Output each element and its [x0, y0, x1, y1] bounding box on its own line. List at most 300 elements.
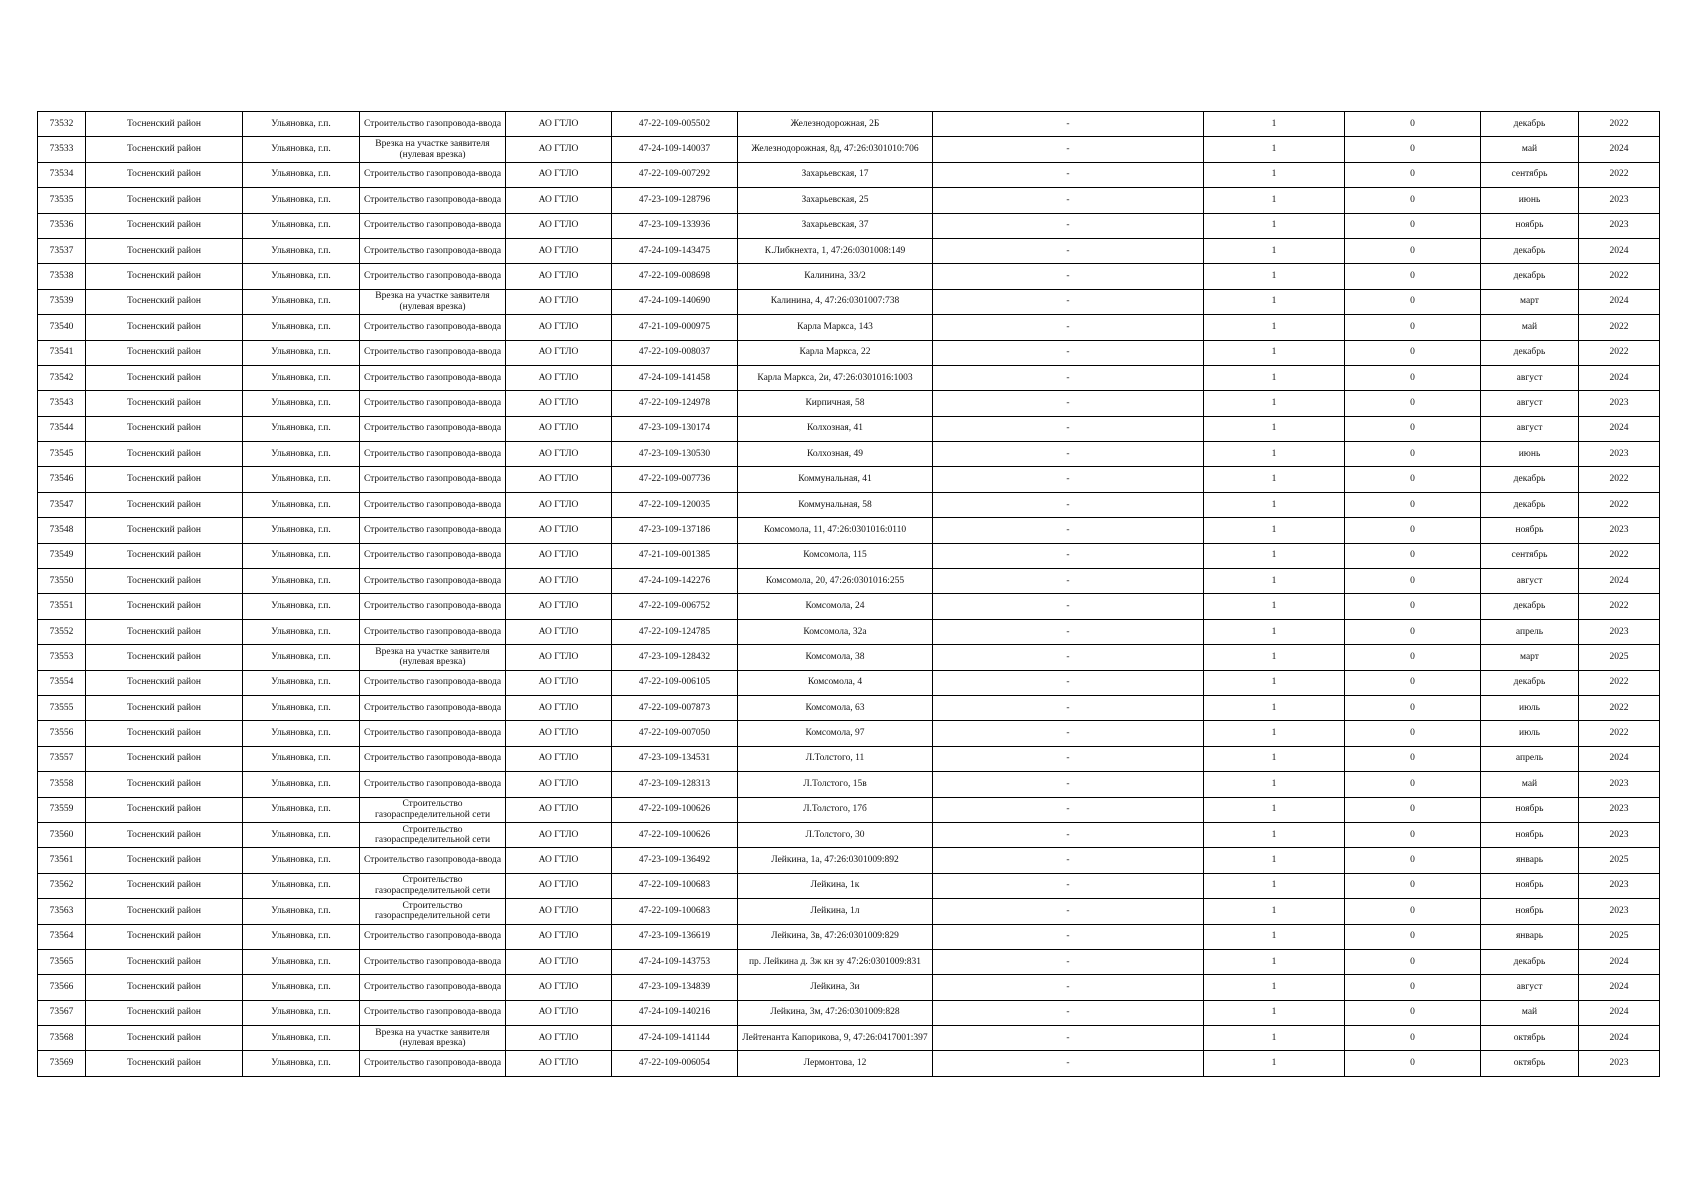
cell-count-planned: 1	[1204, 543, 1345, 568]
table-row	[38, 365, 1660, 390]
cell-settlement: Ульяновка, г.п.	[243, 492, 360, 517]
cell-district: Тосненский район	[86, 365, 243, 390]
cell-month: июнь	[1481, 442, 1579, 467]
cell-application-number: 47-24-109-141458	[612, 365, 738, 390]
cell-year: 2024	[1579, 746, 1660, 771]
cell-address: Карла Маркса, 143	[738, 315, 933, 340]
cell-organization: АО ГТЛО	[506, 365, 612, 390]
cell-count-done: 0	[1345, 1026, 1481, 1051]
table-row	[38, 162, 1660, 187]
cell-count-done: 0	[1345, 543, 1481, 568]
cell-note: -	[933, 873, 1204, 898]
cell-count-done: 0	[1345, 822, 1481, 847]
cell-application-number: 47-22-109-007292	[612, 162, 738, 187]
cell-note: -	[933, 442, 1204, 467]
cell-row-id: 73557	[38, 746, 86, 771]
cell-settlement: Ульяновка, г.п.	[243, 645, 360, 670]
cell-count-done: 0	[1345, 721, 1481, 746]
cell-district: Тосненский район	[86, 543, 243, 568]
cell-address: Коммунальная, 41	[738, 467, 933, 492]
cell-count-planned: 1	[1204, 569, 1345, 594]
cell-organization: АО ГТЛО	[506, 670, 612, 695]
table-row	[38, 238, 1660, 263]
cell-month: апрель	[1481, 746, 1579, 771]
cell-settlement: Ульяновка, г.п.	[243, 695, 360, 720]
cell-row-id: 73569	[38, 1051, 86, 1076]
cell-note: -	[933, 492, 1204, 517]
table-row	[38, 949, 1660, 974]
cell-year: 2023	[1579, 442, 1660, 467]
cell-district: Тосненский район	[86, 213, 243, 238]
table-row	[38, 797, 1660, 822]
cell-application-number: 47-23-109-134839	[612, 975, 738, 1000]
cell-count-done: 0	[1345, 975, 1481, 1000]
cell-row-id: 73542	[38, 365, 86, 390]
cell-row-id: 73553	[38, 645, 86, 670]
cell-month: декабрь	[1481, 467, 1579, 492]
cell-application-number: 47-24-109-142276	[612, 569, 738, 594]
cell-work-type: Строительство газопровода-ввода	[360, 695, 506, 720]
cell-note: -	[933, 569, 1204, 594]
cell-count-planned: 1	[1204, 721, 1345, 746]
cell-month: январь	[1481, 924, 1579, 949]
cell-year: 2022	[1579, 594, 1660, 619]
cell-district: Тосненский район	[86, 695, 243, 720]
cell-organization: АО ГТЛО	[506, 1000, 612, 1025]
cell-count-planned: 1	[1204, 645, 1345, 670]
cell-organization: АО ГТЛО	[506, 162, 612, 187]
cell-district: Тосненский район	[86, 619, 243, 644]
cell-year: 2025	[1579, 848, 1660, 873]
cell-year: 2024	[1579, 137, 1660, 162]
cell-application-number: 47-23-109-137186	[612, 518, 738, 543]
cell-organization: АО ГТЛО	[506, 746, 612, 771]
cell-district: Тосненский район	[86, 188, 243, 213]
cell-settlement: Ульяновка, г.п.	[243, 822, 360, 847]
cell-month: сентябрь	[1481, 543, 1579, 568]
cell-count-planned: 1	[1204, 365, 1345, 390]
cell-settlement: Ульяновка, г.п.	[243, 162, 360, 187]
cell-count-done: 0	[1345, 949, 1481, 974]
cell-year: 2023	[1579, 188, 1660, 213]
cell-application-number: 47-22-109-100626	[612, 822, 738, 847]
cell-settlement: Ульяновка, г.п.	[243, 899, 360, 924]
cell-work-type: Строительство газопровода-ввода	[360, 467, 506, 492]
cell-count-done: 0	[1345, 213, 1481, 238]
cell-count-done: 0	[1345, 315, 1481, 340]
cell-work-type: Строительство газопровода-ввода	[360, 975, 506, 1000]
table-row	[38, 848, 1660, 873]
cell-application-number: 47-23-109-136619	[612, 924, 738, 949]
cell-organization: АО ГТЛО	[506, 1051, 612, 1076]
cell-count-planned: 1	[1204, 772, 1345, 797]
cell-count-planned: 1	[1204, 112, 1345, 137]
cell-year: 2023	[1579, 391, 1660, 416]
cell-district: Тосненский район	[86, 264, 243, 289]
cell-year: 2024	[1579, 569, 1660, 594]
cell-row-id: 73548	[38, 518, 86, 543]
cell-address: Захарьевская, 17	[738, 162, 933, 187]
cell-month: май	[1481, 315, 1579, 340]
cell-district: Тосненский район	[86, 594, 243, 619]
cell-organization: АО ГТЛО	[506, 137, 612, 162]
cell-address: Лейкина, 1к	[738, 873, 933, 898]
cell-row-id: 73535	[38, 188, 86, 213]
cell-year: 2022	[1579, 467, 1660, 492]
cell-district: Тосненский район	[86, 975, 243, 1000]
cell-district: Тосненский район	[86, 822, 243, 847]
cell-count-done: 0	[1345, 365, 1481, 390]
cell-count-planned: 1	[1204, 695, 1345, 720]
cell-work-type: Врезка на участке заявителя (нулевая врезка)	[360, 1026, 506, 1051]
cell-district: Тосненский район	[86, 848, 243, 873]
cell-work-type: Строительство газопровода-ввода	[360, 949, 506, 974]
cell-work-type: Строительство газопровода-ввода	[360, 543, 506, 568]
cell-address: Л.Толстого, 30	[738, 822, 933, 847]
cell-settlement: Ульяновка, г.п.	[243, 670, 360, 695]
cell-organization: АО ГТЛО	[506, 645, 612, 670]
cell-application-number: 47-23-109-128313	[612, 772, 738, 797]
cell-district: Тосненский район	[86, 340, 243, 365]
cell-count-planned: 1	[1204, 137, 1345, 162]
cell-note: -	[933, 975, 1204, 1000]
cell-organization: АО ГТЛО	[506, 899, 612, 924]
cell-year: 2022	[1579, 315, 1660, 340]
cell-address: Комсомола, 63	[738, 695, 933, 720]
cell-work-type: Строительство газопровода-ввода	[360, 1000, 506, 1025]
cell-count-planned: 1	[1204, 797, 1345, 822]
table-row	[38, 899, 1660, 924]
cell-year: 2023	[1579, 619, 1660, 644]
cell-count-planned: 1	[1204, 162, 1345, 187]
cell-organization: АО ГТЛО	[506, 391, 612, 416]
cell-work-type: Строительство газопровода-ввода	[360, 188, 506, 213]
table-row	[38, 391, 1660, 416]
cell-row-id: 73558	[38, 772, 86, 797]
cell-application-number: 47-22-109-120035	[612, 492, 738, 517]
table-row	[38, 1000, 1660, 1025]
cell-month: декабрь	[1481, 949, 1579, 974]
cell-note: -	[933, 543, 1204, 568]
cell-organization: АО ГТЛО	[506, 695, 612, 720]
cell-address: Калинина, 33/2	[738, 264, 933, 289]
cell-count-done: 0	[1345, 670, 1481, 695]
cell-month: май	[1481, 1000, 1579, 1025]
cell-work-type: Врезка на участке заявителя (нулевая врезка)	[360, 137, 506, 162]
cell-work-type: Строительство газопровода-ввода	[360, 772, 506, 797]
cell-row-id: 73568	[38, 1026, 86, 1051]
cell-organization: АО ГТЛО	[506, 112, 612, 137]
table-row	[38, 264, 1660, 289]
cell-settlement: Ульяновка, г.п.	[243, 365, 360, 390]
cell-year: 2023	[1579, 797, 1660, 822]
cell-count-done: 0	[1345, 1051, 1481, 1076]
cell-organization: АО ГТЛО	[506, 594, 612, 619]
cell-month: июнь	[1481, 188, 1579, 213]
cell-count-planned: 1	[1204, 340, 1345, 365]
cell-address: пр. Лейкина д. 3ж кн зу 47:26:0301009:831	[738, 949, 933, 974]
cell-district: Тосненский район	[86, 112, 243, 137]
cell-month: август	[1481, 365, 1579, 390]
cell-address: Л.Толстого, 15в	[738, 772, 933, 797]
cell-count-done: 0	[1345, 264, 1481, 289]
cell-work-type: Строительство газопровода-ввода	[360, 365, 506, 390]
cell-work-type: Строительство газопровода-ввода	[360, 1051, 506, 1076]
cell-work-type: Строительство газопровода-ввода	[360, 162, 506, 187]
cell-row-id: 73555	[38, 695, 86, 720]
cell-application-number: 47-21-109-001385	[612, 543, 738, 568]
cell-application-number: 47-23-109-128432	[612, 645, 738, 670]
cell-note: -	[933, 264, 1204, 289]
cell-count-done: 0	[1345, 924, 1481, 949]
cell-row-id: 73556	[38, 721, 86, 746]
cell-month: ноябрь	[1481, 518, 1579, 543]
cell-work-type: Строительство газораспределительной сети	[360, 797, 506, 822]
cell-settlement: Ульяновка, г.п.	[243, 518, 360, 543]
cell-organization: АО ГТЛО	[506, 569, 612, 594]
cell-address: Комсомола, 4	[738, 670, 933, 695]
cell-address: Л.Толстого, 17б	[738, 797, 933, 822]
cell-organization: АО ГТЛО	[506, 543, 612, 568]
cell-year: 2025	[1579, 924, 1660, 949]
cell-address: Комсомола, 115	[738, 543, 933, 568]
cell-year: 2023	[1579, 822, 1660, 847]
cell-row-id: 73534	[38, 162, 86, 187]
cell-note: -	[933, 213, 1204, 238]
cell-settlement: Ульяновка, г.п.	[243, 188, 360, 213]
cell-month: январь	[1481, 848, 1579, 873]
table-row	[38, 924, 1660, 949]
cell-application-number: 47-22-109-006054	[612, 1051, 738, 1076]
cell-count-done: 0	[1345, 442, 1481, 467]
cell-district: Тосненский район	[86, 492, 243, 517]
cell-address: Захарьевская, 37	[738, 213, 933, 238]
cell-year: 2022	[1579, 492, 1660, 517]
cell-application-number: 47-24-109-143475	[612, 238, 738, 263]
cell-settlement: Ульяновка, г.п.	[243, 797, 360, 822]
cell-count-done: 0	[1345, 797, 1481, 822]
cell-count-done: 0	[1345, 695, 1481, 720]
cell-address: Захарьевская, 25	[738, 188, 933, 213]
cell-address: Железнодорожная, 2Б	[738, 112, 933, 137]
cell-note: -	[933, 112, 1204, 137]
cell-month: июль	[1481, 695, 1579, 720]
cell-district: Тосненский район	[86, 746, 243, 771]
cell-note: -	[933, 899, 1204, 924]
cell-application-number: 47-23-109-128796	[612, 188, 738, 213]
cell-application-number: 47-23-109-133936	[612, 213, 738, 238]
cell-month: ноябрь	[1481, 899, 1579, 924]
cell-year: 2023	[1579, 899, 1660, 924]
cell-month: март	[1481, 289, 1579, 314]
cell-count-done: 0	[1345, 645, 1481, 670]
cell-count-planned: 1	[1204, 188, 1345, 213]
cell-application-number: 47-22-109-007050	[612, 721, 738, 746]
table-row	[38, 822, 1660, 847]
cell-count-planned: 1	[1204, 899, 1345, 924]
cell-year: 2023	[1579, 873, 1660, 898]
cell-year: 2024	[1579, 975, 1660, 1000]
cell-count-done: 0	[1345, 112, 1481, 137]
cell-month: ноябрь	[1481, 797, 1579, 822]
cell-district: Тосненский район	[86, 645, 243, 670]
cell-application-number: 47-22-109-006752	[612, 594, 738, 619]
cell-address: Карла Маркса, 22	[738, 340, 933, 365]
cell-month: ноябрь	[1481, 873, 1579, 898]
cell-note: -	[933, 188, 1204, 213]
cell-district: Тосненский район	[86, 1051, 243, 1076]
cell-district: Тосненский район	[86, 873, 243, 898]
cell-year: 2022	[1579, 112, 1660, 137]
cell-month: август	[1481, 975, 1579, 1000]
cell-month: октябрь	[1481, 1051, 1579, 1076]
cell-count-planned: 1	[1204, 442, 1345, 467]
cell-district: Тосненский район	[86, 289, 243, 314]
cell-work-type: Строительство газопровода-ввода	[360, 238, 506, 263]
cell-note: -	[933, 645, 1204, 670]
cell-address: Лермонтова, 12	[738, 1051, 933, 1076]
cell-organization: АО ГТЛО	[506, 797, 612, 822]
cell-month: ноябрь	[1481, 213, 1579, 238]
cell-month: декабрь	[1481, 594, 1579, 619]
cell-count-planned: 1	[1204, 264, 1345, 289]
cell-organization: АО ГТЛО	[506, 340, 612, 365]
table-row	[38, 772, 1660, 797]
cell-organization: АО ГТЛО	[506, 518, 612, 543]
table-row	[38, 873, 1660, 898]
cell-work-type: Строительство газопровода-ввода	[360, 391, 506, 416]
cell-row-id: 73564	[38, 924, 86, 949]
cell-address: Колхозная, 49	[738, 442, 933, 467]
cell-row-id: 73552	[38, 619, 86, 644]
cell-year: 2022	[1579, 264, 1660, 289]
cell-count-planned: 1	[1204, 213, 1345, 238]
cell-district: Тосненский район	[86, 899, 243, 924]
cell-work-type: Строительство газораспределительной сети	[360, 899, 506, 924]
cell-settlement: Ульяновка, г.п.	[243, 467, 360, 492]
cell-organization: АО ГТЛО	[506, 492, 612, 517]
cell-note: -	[933, 238, 1204, 263]
cell-count-planned: 1	[1204, 1026, 1345, 1051]
cell-address: Лейкина, 3и	[738, 975, 933, 1000]
cell-application-number: 47-22-109-007873	[612, 695, 738, 720]
cell-application-number: 47-22-109-100626	[612, 797, 738, 822]
cell-organization: АО ГТЛО	[506, 619, 612, 644]
cell-district: Тосненский район	[86, 924, 243, 949]
cell-organization: АО ГТЛО	[506, 924, 612, 949]
cell-count-done: 0	[1345, 619, 1481, 644]
cell-application-number: 47-24-109-141144	[612, 1026, 738, 1051]
cell-address: К.Либкнехта, 1, 47:26:0301008:149	[738, 238, 933, 263]
cell-note: -	[933, 797, 1204, 822]
cell-count-done: 0	[1345, 238, 1481, 263]
cell-note: -	[933, 848, 1204, 873]
cell-count-planned: 1	[1204, 391, 1345, 416]
cell-count-done: 0	[1345, 518, 1481, 543]
cell-row-id: 73547	[38, 492, 86, 517]
cell-count-planned: 1	[1204, 848, 1345, 873]
cell-settlement: Ульяновка, г.п.	[243, 975, 360, 1000]
cell-count-planned: 1	[1204, 822, 1345, 847]
cell-organization: АО ГТЛО	[506, 822, 612, 847]
table-row	[38, 467, 1660, 492]
cell-organization: АО ГТЛО	[506, 264, 612, 289]
cell-count-done: 0	[1345, 162, 1481, 187]
cell-note: -	[933, 315, 1204, 340]
cell-settlement: Ульяновка, г.п.	[243, 315, 360, 340]
cell-year: 2025	[1579, 645, 1660, 670]
cell-work-type: Строительство газопровода-ввода	[360, 670, 506, 695]
cell-settlement: Ульяновка, г.п.	[243, 1026, 360, 1051]
cell-address: Лейкина, 1а, 47:26:0301009:892	[738, 848, 933, 873]
cell-work-type: Строительство газопровода-ввода	[360, 594, 506, 619]
cell-year: 2024	[1579, 416, 1660, 441]
table-row	[38, 975, 1660, 1000]
cell-count-planned: 1	[1204, 238, 1345, 263]
cell-settlement: Ульяновка, г.п.	[243, 949, 360, 974]
cell-year: 2022	[1579, 670, 1660, 695]
cell-year: 2023	[1579, 213, 1660, 238]
cell-note: -	[933, 670, 1204, 695]
cell-row-id: 73565	[38, 949, 86, 974]
cell-application-number: 47-24-109-140690	[612, 289, 738, 314]
cell-settlement: Ульяновка, г.п.	[243, 619, 360, 644]
cell-settlement: Ульяновка, г.п.	[243, 289, 360, 314]
cell-address: Комсомола, 97	[738, 721, 933, 746]
cell-count-done: 0	[1345, 391, 1481, 416]
cell-count-planned: 1	[1204, 619, 1345, 644]
cell-count-planned: 1	[1204, 924, 1345, 949]
cell-note: -	[933, 619, 1204, 644]
cell-work-type: Строительство газопровода-ввода	[360, 112, 506, 137]
cell-work-type: Строительство газопровода-ввода	[360, 492, 506, 517]
cell-count-done: 0	[1345, 416, 1481, 441]
cell-settlement: Ульяновка, г.п.	[243, 442, 360, 467]
cell-row-id: 73532	[38, 112, 86, 137]
cell-address: Лейкина, 1л	[738, 899, 933, 924]
cell-organization: АО ГТЛО	[506, 442, 612, 467]
cell-address: Лейтенанта Капорикова, 9, 47:26:0417001:397	[738, 1026, 933, 1051]
cell-month: декабрь	[1481, 264, 1579, 289]
table-row	[38, 315, 1660, 340]
cell-settlement: Ульяновка, г.п.	[243, 848, 360, 873]
cell-note: -	[933, 949, 1204, 974]
cell-note: -	[933, 391, 1204, 416]
cell-month: декабрь	[1481, 492, 1579, 517]
cell-row-id: 73546	[38, 467, 86, 492]
cell-work-type: Строительство газопровода-ввода	[360, 746, 506, 771]
cell-address: Комсомола, 38	[738, 645, 933, 670]
cell-month: декабрь	[1481, 238, 1579, 263]
cell-district: Тосненский район	[86, 416, 243, 441]
cell-count-planned: 1	[1204, 594, 1345, 619]
cell-month: сентябрь	[1481, 162, 1579, 187]
cell-month: август	[1481, 569, 1579, 594]
cell-settlement: Ульяновка, г.п.	[243, 416, 360, 441]
cell-work-type: Строительство газораспределительной сети	[360, 873, 506, 898]
cell-district: Тосненский район	[86, 670, 243, 695]
cell-month: май	[1481, 137, 1579, 162]
cell-settlement: Ульяновка, г.п.	[243, 391, 360, 416]
table-row	[38, 213, 1660, 238]
cell-year: 2024	[1579, 1026, 1660, 1051]
cell-note: -	[933, 721, 1204, 746]
cell-work-type: Строительство газопровода-ввода	[360, 619, 506, 644]
cell-application-number: 47-23-109-134531	[612, 746, 738, 771]
cell-district: Тосненский район	[86, 238, 243, 263]
cell-month: апрель	[1481, 619, 1579, 644]
cell-count-done: 0	[1345, 289, 1481, 314]
